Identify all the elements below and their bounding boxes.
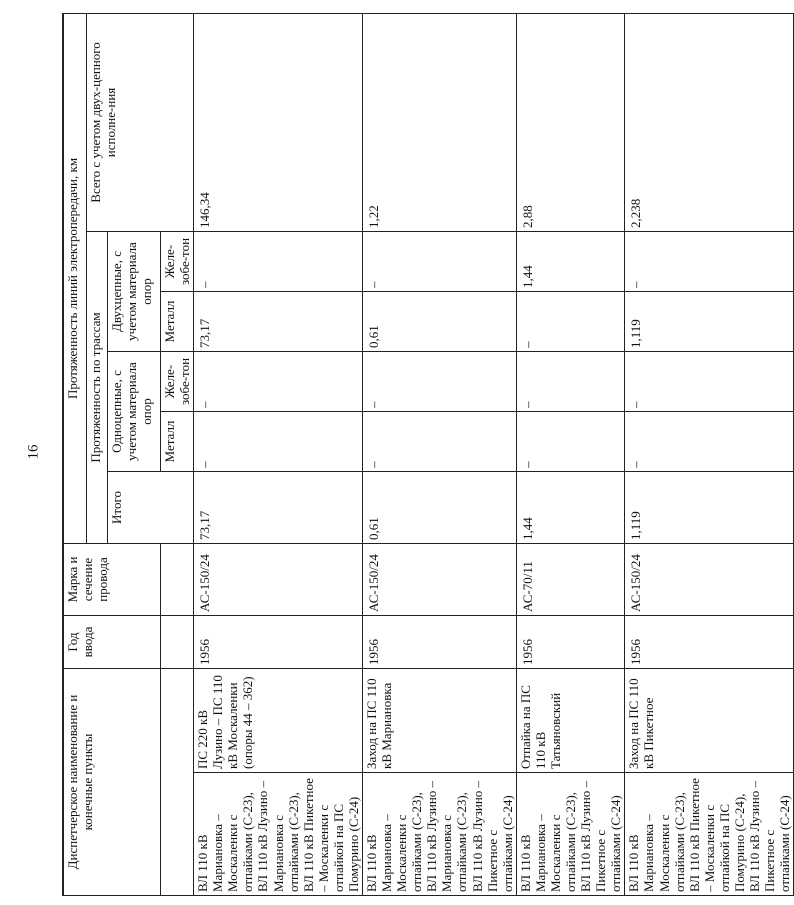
table-row xyxy=(516,13,625,895)
row-total: 73,17 xyxy=(194,472,363,544)
row-total-double: 2,238 xyxy=(625,13,794,231)
row-total: 1,119 xyxy=(625,472,794,544)
row-wire: АС-150/24 xyxy=(363,544,517,616)
row-year: 1956 xyxy=(516,616,625,669)
header-single-concrete: Желе-зобе-тон xyxy=(161,352,194,412)
header-double-metal: Металл xyxy=(161,292,194,352)
header-total: Итого xyxy=(108,472,194,544)
header-routes-group: Протяженность по трассам xyxy=(87,232,108,544)
header-year: Год ввода xyxy=(63,616,161,669)
row-wire: АС-70/11 xyxy=(516,544,625,616)
row-total-double: 2,88 xyxy=(516,13,625,231)
power-lines-table xyxy=(62,13,794,896)
row-section: Заход на ПС 110 кВ Пикетное xyxy=(625,669,794,773)
row-total-double: 1,22 xyxy=(363,13,517,231)
row-year: 1956 xyxy=(363,616,517,669)
row-section: Отпайка на ПС 110 кВ Татьяновский xyxy=(516,669,625,773)
row-double-concrete: – xyxy=(625,232,794,292)
row-single-metal: – xyxy=(516,412,625,472)
row-single-concrete: – xyxy=(625,352,794,412)
row-double-concrete: 1,44 xyxy=(516,232,625,292)
table-row xyxy=(363,13,517,895)
row-year: 1956 xyxy=(194,616,363,669)
row-double-concrete: – xyxy=(363,232,517,292)
row-single-concrete: – xyxy=(194,352,363,412)
row-section: ПС 220 кВ Лузино – ПС 110 кВ Москаленки (опоры 44 – 362) xyxy=(194,669,363,773)
header-single: Одноцепные, с учетом материала опор xyxy=(108,352,161,472)
row-double-metal: 73,17 xyxy=(194,292,363,352)
row-double-metal: 1,119 xyxy=(625,292,794,352)
row-single-metal: – xyxy=(363,412,517,472)
row-single-metal: – xyxy=(625,412,794,472)
row-wire: АС-150/24 xyxy=(625,544,794,616)
header-double-concrete: Желе-зобе-тон xyxy=(161,232,194,292)
row-total-double: 146,34 xyxy=(194,13,363,231)
rotated-table-container xyxy=(62,14,793,896)
header-total-double: Всего с учетом двух-цепного исполне-ния xyxy=(87,13,194,231)
row-total: 1,44 xyxy=(516,472,625,544)
row-total: 0,61 xyxy=(363,472,517,544)
table-row xyxy=(194,13,363,895)
header-wire: Марка и сечение провода xyxy=(63,544,161,616)
row-single-metal: – xyxy=(194,412,363,472)
row-line-names: ВЛ 110 кВ Мариановка – Москаленки с отпайками (С-23), ВЛ 110 кВ Лузино – Пикетное с отпайками (С-24) xyxy=(516,773,625,896)
header-double: Двухцепные, с учетом материала опор xyxy=(108,232,161,352)
row-wire: АС-150/24 xyxy=(194,544,363,616)
row-line-names: ВЛ 110 кВ Мариановка – Москаленки с отпайками (С-23), ВЛ 110 кВ Лузино – Мариановка с отпайками (С-23), ВЛ 110 кВ Лузино – Пикетное с отпайками (С-24) xyxy=(363,773,517,896)
header-single-metal: Металл xyxy=(161,412,194,472)
page-number: 16 xyxy=(25,444,42,460)
row-line-names: ВЛ 110 кВ Мариановка – Москаленки с отпайками (С-23), ВЛ 110 кВ Пикетное – Москаленки с отпайкой на ПС Помурино (С-24), ВЛ 110 кВ Лузино – Пикетное с отпайками (С-24) xyxy=(625,773,794,896)
row-section: Заход на ПС 110 кВ Мариановка xyxy=(363,669,517,773)
row-year: 1956 xyxy=(625,616,794,669)
table-row xyxy=(625,13,794,895)
row-single-concrete: – xyxy=(363,352,517,412)
header-name: Диспетчерское наименование и конечные пункты xyxy=(63,669,161,896)
row-double-metal: 0,61 xyxy=(363,292,517,352)
header-length-group: Протяженность линий электропередачи, км xyxy=(63,13,87,543)
row-double-metal: – xyxy=(516,292,625,352)
row-line-names: ВЛ 110 кВ Мариановка – Москаленки с отпайками (С-23), ВЛ 110 кВ Лузино – Мариановка с отпайками (С-23), ВЛ 110 кВ Пикетное – Москаленки с отпайкой на ПС Помурино (С-24) xyxy=(194,773,363,896)
row-double-concrete: – xyxy=(194,232,363,292)
row-single-concrete: – xyxy=(516,352,625,412)
